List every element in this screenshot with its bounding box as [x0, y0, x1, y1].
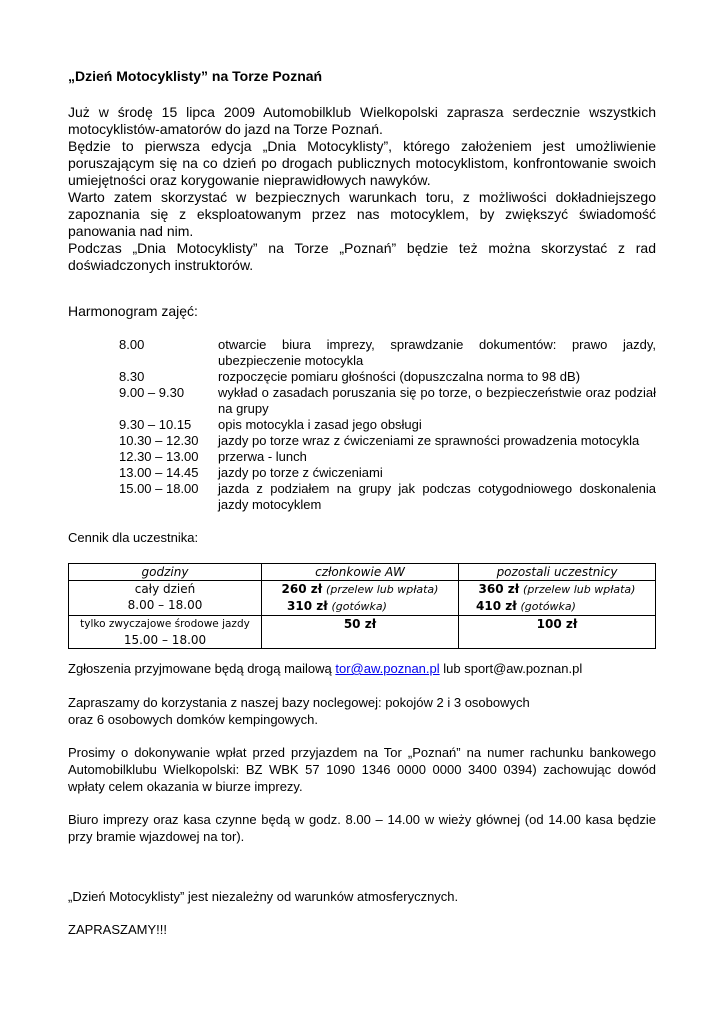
schedule-time: 13.00 – 14.45: [119, 465, 199, 480]
price-value: 360 zł: [478, 582, 520, 596]
schedule-row: [119, 481, 656, 513]
office-paragraph: Biuro imprezy oraz kasa czynne będą w godz. 8.00 – 14.00 w wieży głównej (od 14.00 kasa będzie przy bramie wjazdowej na tor).: [68, 812, 656, 844]
schedule-row: [119, 417, 656, 433]
accommodation-line: Zapraszamy do korzystania z naszej bazy noclegowej: pokojów 2 i 3 osobowych: [68, 695, 530, 710]
schedule-time: 9.00 – 9.30: [119, 385, 185, 400]
accommodation-section: [68, 694, 656, 728]
schedule-description: przerwa - lunch: [218, 449, 307, 464]
registration-prefix: Zgłoszenia przyjmowane będą drogą mailową: [68, 661, 336, 676]
schedule-description: jazdy po torze wraz z ćwiczeniami ze sprawności prowadzenia motocykla: [218, 433, 640, 448]
payment-section: [68, 744, 656, 795]
schedule-description: jazdy po torze z ćwiczeniami: [218, 465, 383, 480]
schedule-row: [119, 369, 656, 385]
intro-paragraph: Już w środę 15 lipca 2009 Automobilklub Wielkopolski zaprasza serdecznie wszystkich motocyklistów-amatorów do jazd na Torze Poznań.: [68, 104, 656, 137]
payment-paragraph: Prosimy o dokonywanie wpłat przed przyjazdem na Tor „Poznań” na numer rachunku bankowego Automobilklubu Wielkopolski: BZ WBK 57 1090 1346 0000 0000 3400 0394) zachowując dowód wpłaty celem okazania w biurze imprezy.: [68, 745, 656, 794]
price-value: 410 zł: [476, 599, 517, 613]
schedule-time: 15.00 – 18.00: [119, 481, 199, 496]
hours-label: cały dzień: [134, 582, 196, 596]
price-note: (przelew lub wpłata): [523, 583, 636, 596]
header-members: członkowie AW: [262, 564, 459, 581]
schedule-time: 8.30: [119, 369, 145, 384]
price-row-full-day: [69, 581, 656, 616]
others-price-cell: [459, 616, 656, 649]
intro-paragraph: Będzie to pierwsza edycja „Dnia Motocyklisty”, którego założeniem jest umożliwienie poruszającym się na co dzień po drogach publicznych motocyklistom, konfrontowanie swoich umiejętności oraz korygowanie nieprawidłowych nawyków.: [68, 138, 656, 188]
price-value: 100 zł: [536, 617, 578, 631]
schedule-row: [119, 433, 656, 449]
price-value: 310 zł: [287, 599, 328, 613]
schedule-description: rozpoczęcie pomiaru głośności (dopuszczalna norma to 98 dB): [218, 369, 581, 384]
email-link[interactable]: tor@aw.poznan.pl: [335, 661, 440, 676]
registration-suffix: lub sport@aw.poznan.pl: [439, 661, 583, 676]
schedule-description: otwarcie biura imprezy, sprawdzanie dokumentów: prawo jazdy, ubezpieczenie motocykla: [218, 337, 656, 368]
schedule-heading: Harmonogram zajęć:: [68, 303, 198, 319]
price-note: (gotówka): [520, 600, 576, 613]
price-table: [68, 563, 656, 649]
hours-cell: [69, 616, 262, 649]
intro-paragraph: Podczas „Dnia Motocyklisty” na Torze „Poznań” będzie też można skorzystać z rad doświadczonych instruktorów.: [68, 240, 656, 273]
schedule-description: opis motocykla i zasad jego obsługi: [218, 417, 422, 432]
intro-paragraph: Warto zatem skorzystać w bezpiecznych warunkach toru, z możliwości dokładniejszego zapoznania się z eksploatowanym przez nas motocyklem, by zwiększyć świadomość panowania nad nim.: [68, 189, 656, 239]
header-others: pozostali uczestnicy: [459, 564, 656, 581]
schedule-time: 10.30 – 12.30: [119, 433, 199, 448]
price-note: (gotówka): [331, 600, 387, 613]
closing-text: ZAPRASZAMY!!!: [68, 922, 167, 937]
schedule-description: wykład o zasadach poruszania się po torze, o bezpieczeństwie oraz podział na grupy: [218, 385, 656, 416]
price-heading: Cennik dla uczestnika:: [68, 530, 199, 545]
registration-line: [68, 660, 656, 677]
schedule-row: [119, 449, 656, 465]
schedule-description: jazda z podziałem na grupy jak podczas cotygodniowego doskonalenia jazdy motocyklem: [218, 481, 656, 512]
office-section: [68, 811, 656, 845]
document-title: „Dzień Motocyklisty” na Torze Poznań: [68, 68, 323, 84]
members-price-cell: [262, 581, 459, 616]
intro-section: [68, 104, 656, 274]
price-value: 260 zł: [281, 582, 323, 596]
accommodation-line: oraz 6 osobowych domków kempingowych.: [68, 712, 319, 727]
weather-note: „Dzień Motocyklisty” jest niezależny od warunków atmosferycznych.: [68, 889, 459, 904]
members-price-cell: [262, 616, 459, 649]
schedule-time: 12.30 – 13.00: [119, 449, 199, 464]
schedule-time: 8.00: [119, 337, 145, 352]
schedule-row: [119, 465, 656, 481]
header-hours: godziny: [69, 564, 262, 581]
schedule-row: [119, 385, 656, 417]
schedule-time: 9.30 – 10.15: [119, 417, 192, 432]
hours-label: tylko zwyczajowe środowe jazdy: [80, 618, 250, 630]
price-value: 50 zł: [343, 617, 377, 631]
hours-range: 15.00 – 18.00: [123, 633, 207, 647]
schedule-list: [119, 337, 656, 513]
others-price-cell: [459, 581, 656, 616]
schedule-row: [119, 337, 656, 369]
hours-range: 8.00 – 18.00: [127, 598, 203, 612]
hours-cell: [69, 581, 262, 616]
price-note: (przelew lub wpłata): [326, 583, 439, 596]
price-row-wednesday: [69, 616, 656, 649]
price-table-header-row: [69, 564, 656, 581]
